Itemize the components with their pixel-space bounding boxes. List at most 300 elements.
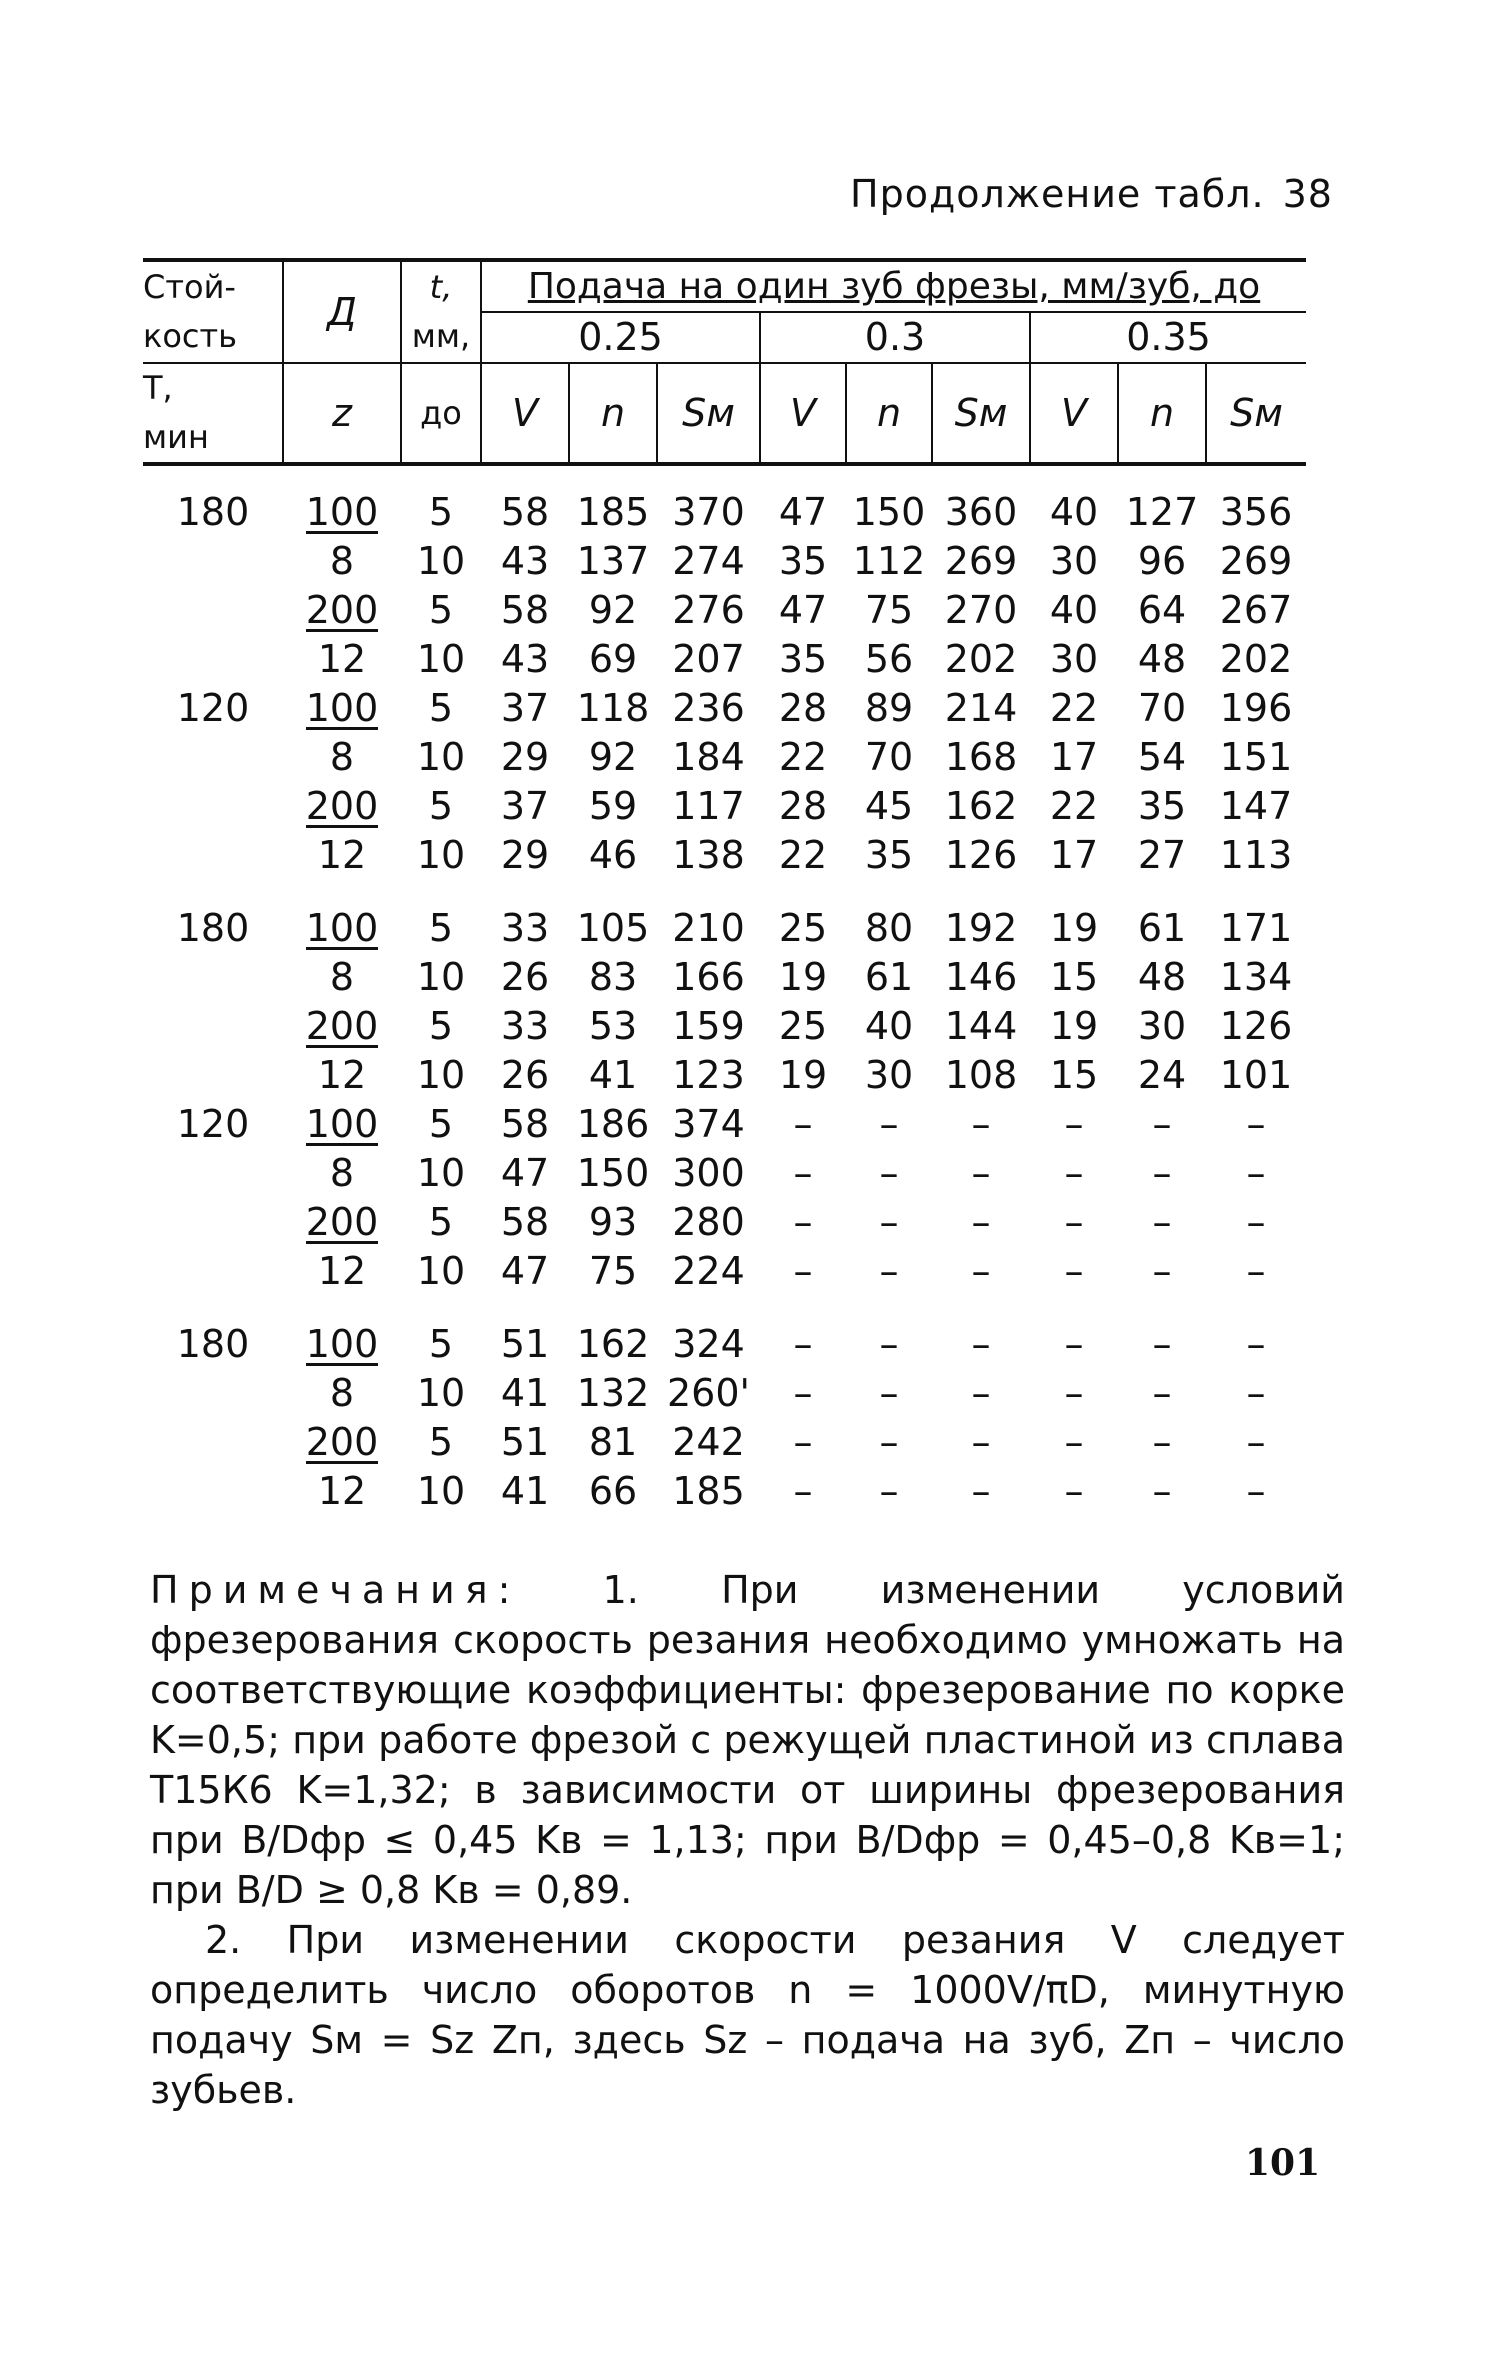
cell-diam-value: 100	[305, 906, 379, 950]
cell-value: 96	[1137, 539, 1187, 583]
cell-value: 35	[778, 637, 828, 681]
cell-depth: 5	[428, 1420, 454, 1464]
cell-value: –	[793, 1102, 813, 1146]
cell-value: –	[793, 1322, 813, 1366]
cell-depth: 5	[428, 1322, 454, 1366]
note-1-text: 1. При изменении условий фрезерования скорость резания необходимо умножать на соответствующие коэффициенты: фрезерование по корке K=0,5; при работе фрезой с режущей пластиной из сплава Т15К6 K=1,32; в зависимости от ширины фрезерования при B/Dфр ≤ 0,45 Kв = 1,13; при B/Dфр = 0,45–0,8 Kв=1; при B/D ≥ 0,8 Kв = 0,89.	[150, 1568, 1345, 1912]
cell-life: 120	[176, 1102, 250, 1146]
caption-number: 38	[1282, 172, 1333, 216]
cell-value: –	[1246, 1151, 1266, 1195]
table-row	[143, 1369, 1306, 1418]
cell-depth: 5	[428, 588, 454, 632]
cell-value: –	[1246, 1102, 1266, 1146]
cell-value: 61	[864, 955, 914, 999]
cell-value: –	[1246, 1420, 1266, 1464]
header-life-bottom	[143, 363, 283, 464]
cell-value: –	[1152, 1322, 1172, 1366]
cell-diam	[283, 586, 401, 635]
cell-value: –	[793, 1200, 813, 1244]
cell-depth: 5	[428, 906, 454, 950]
cell-value: 47	[500, 1151, 550, 1195]
cell-value: 168	[944, 735, 1018, 779]
cell-value: 127	[1125, 490, 1199, 534]
table-caption	[850, 172, 1333, 216]
cell-diam-value: 8	[329, 1371, 355, 1415]
header-life-line2: кость	[143, 317, 237, 355]
cell-value: –	[1064, 1102, 1084, 1146]
cell-life	[143, 1002, 283, 1051]
cell-value: 24	[1137, 1053, 1187, 1097]
cell-diam	[283, 1051, 401, 1100]
cell-depth: 10	[416, 1469, 466, 1513]
cell-value: 92	[588, 588, 638, 632]
cell-value: –	[793, 1371, 813, 1415]
table-row	[143, 1149, 1306, 1198]
cell-value: 37	[500, 784, 550, 828]
cell-life	[143, 831, 283, 880]
note-2	[150, 1915, 1345, 2115]
cell-value: 134	[1219, 955, 1293, 999]
cell-value: 19	[1049, 1004, 1099, 1048]
cell-life	[143, 635, 283, 684]
cell-value: 46	[588, 833, 638, 877]
cell-value: –	[971, 1420, 991, 1464]
cell-value: 236	[672, 686, 745, 730]
cell-diam	[283, 1418, 401, 1467]
cell-value: 101	[1219, 1053, 1293, 1097]
cell-value: 138	[672, 833, 745, 877]
cell-diam-value: 8	[329, 735, 355, 779]
cell-diam	[283, 684, 401, 733]
header-feed-title: Подача на один зуб фрезы, мм/зуб, до	[481, 260, 1306, 312]
cell-value: –	[879, 1151, 899, 1195]
cell-value: 147	[1219, 784, 1293, 828]
cell-value: –	[1246, 1249, 1266, 1293]
cell-life	[143, 1467, 283, 1516]
cell-value: –	[971, 1200, 991, 1244]
cell-value: 356	[1219, 490, 1293, 534]
cell-life	[143, 953, 283, 1002]
cell-diam-value: 200	[305, 784, 379, 828]
cell-value: 374	[672, 1102, 745, 1146]
header-col: Sм	[932, 363, 1030, 464]
cell-value: 144	[944, 1004, 1018, 1048]
header-depth-t: t,	[429, 268, 453, 306]
cell-diam	[283, 464, 401, 537]
cell-value: 171	[1219, 906, 1293, 950]
cell-life	[143, 1247, 283, 1296]
cell-value: 242	[672, 1420, 745, 1464]
cell-value: 33	[500, 906, 550, 950]
table-row	[143, 782, 1306, 831]
cell-value: 276	[672, 588, 745, 632]
cell-value: –	[1064, 1469, 1084, 1513]
cell-life	[143, 537, 283, 586]
cell-value: 81	[588, 1420, 638, 1464]
cell-value: 92	[588, 735, 638, 779]
note-1	[150, 1565, 1345, 1915]
cell-value: 30	[1137, 1004, 1187, 1048]
cell-diam-value: 200	[305, 1200, 379, 1244]
cell-depth: 10	[416, 1053, 466, 1097]
cell-value: 22	[1049, 784, 1099, 828]
cell-value: 113	[1219, 833, 1293, 877]
cell-diam	[283, 733, 401, 782]
cell-value: 162	[576, 1322, 650, 1366]
cell-value: 58	[500, 1200, 550, 1244]
cell-value: 117	[672, 784, 745, 828]
cell-diam	[283, 537, 401, 586]
cell-value: –	[1152, 1200, 1172, 1244]
cell-value: 150	[576, 1151, 650, 1195]
table-header	[143, 260, 1306, 464]
cell-value: 35	[1137, 784, 1187, 828]
table-body	[143, 464, 1306, 1516]
cell-value: 17	[1049, 735, 1099, 779]
cell-value: 22	[1049, 686, 1099, 730]
cell-value: 27	[1137, 833, 1187, 877]
table-row	[143, 904, 1306, 953]
table-row	[143, 1320, 1306, 1369]
table-row	[143, 831, 1306, 880]
header-z: z	[283, 363, 401, 464]
header-life	[143, 260, 283, 363]
cell-value: –	[971, 1249, 991, 1293]
header-col: V	[1030, 363, 1118, 464]
cell-depth: 10	[416, 539, 466, 583]
cell-value: –	[1246, 1469, 1266, 1513]
cell-value: 132	[576, 1371, 650, 1415]
cell-diam	[283, 1100, 401, 1149]
cell-value: 30	[1049, 637, 1099, 681]
cell-value: 267	[1219, 588, 1293, 632]
cell-diam-value: 12	[317, 1053, 367, 1097]
header-col: n	[569, 363, 657, 464]
table-row	[143, 464, 1306, 537]
table-row	[143, 1247, 1306, 1296]
cell-diam-value: 100	[305, 686, 379, 730]
cell-diam	[283, 904, 401, 953]
cell-value: –	[793, 1151, 813, 1195]
cell-value: 105	[576, 906, 650, 950]
cell-value: 58	[500, 490, 550, 534]
cell-value: –	[1246, 1322, 1266, 1366]
cell-value: 29	[500, 833, 550, 877]
cell-value: 70	[864, 735, 914, 779]
group-gap	[143, 880, 1306, 904]
table-row	[143, 1418, 1306, 1467]
cell-value: 118	[576, 686, 650, 730]
cell-life: 180	[176, 1322, 250, 1366]
cell-value: –	[879, 1322, 899, 1366]
cell-value: 202	[944, 637, 1018, 681]
cell-value: 196	[1219, 686, 1293, 730]
cell-value: 47	[500, 1249, 550, 1293]
cell-value: 112	[852, 539, 926, 583]
cell-value: –	[1064, 1371, 1084, 1415]
cell-value: 15	[1049, 955, 1099, 999]
cell-value: 41	[500, 1469, 550, 1513]
cell-value: –	[1152, 1151, 1172, 1195]
header-life-line3: Т,	[143, 369, 173, 407]
cell-diam	[283, 953, 401, 1002]
cell-depth: 10	[416, 1151, 466, 1195]
cell-value: –	[971, 1102, 991, 1146]
cell-diam-value: 200	[305, 1004, 379, 1048]
cell-depth: 5	[428, 1102, 454, 1146]
header-col: Sм	[1206, 363, 1306, 464]
cell-value: 150	[852, 490, 926, 534]
cell-value: 19	[778, 955, 828, 999]
cell-value: 186	[576, 1102, 650, 1146]
header-depth-unit: мм,	[411, 317, 471, 355]
cell-diam	[283, 831, 401, 880]
cell-diam-value: 200	[305, 1420, 379, 1464]
header-diam: Д	[283, 260, 401, 363]
notes	[150, 1565, 1345, 2115]
header-feed-1: 0.25	[481, 312, 760, 363]
cell-value: 269	[1219, 539, 1293, 583]
cell-value: 151	[1219, 735, 1293, 779]
cell-value: 146	[944, 955, 1018, 999]
cell-value: 33	[500, 1004, 550, 1048]
cell-value: 324	[672, 1322, 745, 1366]
cell-value: 207	[672, 637, 745, 681]
header-col: n	[846, 363, 932, 464]
header-depth-max: до	[401, 363, 481, 464]
cell-diam-value: 100	[305, 1102, 379, 1146]
cell-value: –	[1064, 1249, 1084, 1293]
cell-life	[143, 782, 283, 831]
cell-value: 137	[576, 539, 650, 583]
cell-value: 58	[500, 1102, 550, 1146]
cell-diam-value: 100	[305, 1322, 379, 1366]
cell-value: 126	[1219, 1004, 1293, 1048]
cell-value: 28	[778, 686, 828, 730]
cell-depth: 5	[428, 784, 454, 828]
gap-cell	[143, 1296, 1306, 1320]
cell-value: 370	[672, 490, 745, 534]
cell-diam-value: 8	[329, 1151, 355, 1195]
cell-value: –	[879, 1420, 899, 1464]
gap-cell	[143, 880, 1306, 904]
cell-value: 53	[588, 1004, 638, 1048]
cell-value: 19	[1049, 906, 1099, 950]
cell-value: –	[793, 1249, 813, 1293]
cell-value: 61	[1137, 906, 1187, 950]
cell-life	[143, 1149, 283, 1198]
table-row	[143, 684, 1306, 733]
notes-label: Примечания:	[150, 1568, 521, 1612]
table-row	[143, 953, 1306, 1002]
cell-life	[143, 1051, 283, 1100]
cell-value: 28	[778, 784, 828, 828]
cell-value: 48	[1137, 955, 1187, 999]
cell-diam	[283, 1369, 401, 1418]
cell-value: 89	[864, 686, 914, 730]
header-feed-3: 0.35	[1030, 312, 1306, 363]
cell-value: –	[971, 1151, 991, 1195]
cell-depth: 10	[416, 735, 466, 779]
cell-value: 30	[864, 1053, 914, 1097]
cell-value: 360	[944, 490, 1018, 534]
cell-value: 69	[588, 637, 638, 681]
cell-value: 48	[1137, 637, 1187, 681]
cell-value: 26	[500, 955, 550, 999]
cell-value: 35	[864, 833, 914, 877]
cell-life	[143, 1418, 283, 1467]
cell-value: 15	[1049, 1053, 1099, 1097]
cell-value: 159	[672, 1004, 745, 1048]
cutting-data-table	[143, 258, 1306, 1516]
table-row	[143, 1198, 1306, 1247]
table-row	[143, 1002, 1306, 1051]
cell-value: 162	[944, 784, 1018, 828]
cell-value: 166	[672, 955, 745, 999]
cell-value: 126	[944, 833, 1018, 877]
cell-value: 25	[778, 1004, 828, 1048]
cell-value: 51	[500, 1322, 550, 1366]
cell-diam-value: 100	[305, 490, 379, 534]
cell-value: 300	[672, 1151, 745, 1195]
table-row	[143, 1100, 1306, 1149]
table-row	[143, 537, 1306, 586]
table-row	[143, 733, 1306, 782]
cell-value: 185	[576, 490, 650, 534]
cell-value: 123	[672, 1053, 745, 1097]
cell-diam	[283, 1002, 401, 1051]
cell-life: 120	[176, 686, 250, 730]
cell-value: 192	[944, 906, 1018, 950]
cell-value: 66	[588, 1469, 638, 1513]
cell-value: –	[971, 1322, 991, 1366]
cell-value: 43	[500, 539, 550, 583]
cell-value: 185	[672, 1469, 745, 1513]
cell-value: 280	[672, 1200, 745, 1244]
table-row	[143, 1467, 1306, 1516]
cell-life	[143, 1369, 283, 1418]
cell-value: –	[1246, 1200, 1266, 1244]
cell-value: –	[879, 1371, 899, 1415]
cell-value: –	[971, 1469, 991, 1513]
cell-depth: 10	[416, 637, 466, 681]
cell-diam-value: 8	[329, 539, 355, 583]
cell-value: 210	[672, 906, 745, 950]
cell-diam	[283, 1467, 401, 1516]
caption-label: Продолжение табл.	[850, 172, 1265, 216]
cell-value: 269	[944, 539, 1018, 583]
cell-life	[143, 586, 283, 635]
cell-value: –	[1064, 1420, 1084, 1464]
cell-value: –	[1246, 1371, 1266, 1415]
cell-value: 83	[588, 955, 638, 999]
cell-value: 25	[778, 906, 828, 950]
cell-value: –	[1064, 1322, 1084, 1366]
cell-depth: 10	[416, 833, 466, 877]
header-col: V	[481, 363, 569, 464]
cell-depth: 10	[416, 955, 466, 999]
cell-value: –	[793, 1469, 813, 1513]
cell-diam	[283, 635, 401, 684]
cell-diam-value: 12	[317, 1469, 367, 1513]
cell-value: 260'	[667, 1371, 750, 1415]
cell-value: 51	[500, 1420, 550, 1464]
cell-value: 47	[778, 490, 828, 534]
table-row	[143, 635, 1306, 684]
cell-diam	[283, 1198, 401, 1247]
table-row	[143, 1051, 1306, 1100]
cell-depth: 5	[428, 1004, 454, 1048]
cell-value: 224	[672, 1249, 745, 1293]
cell-value: –	[879, 1469, 899, 1513]
cell-depth: 10	[416, 1371, 466, 1415]
cell-life: 180	[176, 490, 250, 534]
cell-value: 43	[500, 637, 550, 681]
cell-value: 75	[588, 1249, 638, 1293]
cell-value: 29	[500, 735, 550, 779]
page-number: 101	[1245, 2142, 1321, 2184]
cell-life: 180	[176, 906, 250, 950]
cell-value: 75	[864, 588, 914, 632]
cell-value: 19	[778, 1053, 828, 1097]
cell-value: –	[1152, 1469, 1172, 1513]
cell-value: –	[879, 1200, 899, 1244]
cell-value: –	[1152, 1102, 1172, 1146]
cell-depth: 10	[416, 1249, 466, 1293]
header-life-line4: мин	[143, 418, 209, 456]
cell-value: 22	[778, 735, 828, 779]
cell-value: –	[1064, 1200, 1084, 1244]
cell-value: 35	[778, 539, 828, 583]
cell-value: 41	[588, 1053, 638, 1097]
header-col: V	[760, 363, 846, 464]
cell-life	[143, 1198, 283, 1247]
header-depth	[401, 260, 481, 363]
table-row	[143, 586, 1306, 635]
cell-diam-value: 12	[317, 637, 367, 681]
cell-value: 45	[864, 784, 914, 828]
cell-value: 64	[1137, 588, 1187, 632]
cell-value: 40	[1049, 490, 1099, 534]
cell-diam	[283, 1149, 401, 1198]
cell-value: –	[971, 1371, 991, 1415]
cell-value: 270	[944, 588, 1018, 632]
cell-depth: 5	[428, 490, 454, 534]
cell-life	[143, 733, 283, 782]
cell-value: 184	[672, 735, 745, 779]
group-gap	[143, 1296, 1306, 1320]
cell-value: 54	[1137, 735, 1187, 779]
cell-diam	[283, 1247, 401, 1296]
cell-value: 17	[1049, 833, 1099, 877]
cell-value: 41	[500, 1371, 550, 1415]
cell-diam-value: 8	[329, 955, 355, 999]
cell-diam-value: 12	[317, 833, 367, 877]
cell-value: –	[1152, 1249, 1172, 1293]
cell-diam	[283, 1320, 401, 1369]
cell-value: 70	[1137, 686, 1187, 730]
cell-value: 214	[944, 686, 1018, 730]
cell-value: 26	[500, 1053, 550, 1097]
cell-diam-value: 200	[305, 588, 379, 632]
cell-value: 274	[672, 539, 745, 583]
cell-value: –	[1152, 1420, 1172, 1464]
cell-depth: 5	[428, 686, 454, 730]
cell-value: 40	[864, 1004, 914, 1048]
cell-value: 80	[864, 906, 914, 950]
cell-value: –	[1064, 1151, 1084, 1195]
header-col: Sм	[657, 363, 760, 464]
